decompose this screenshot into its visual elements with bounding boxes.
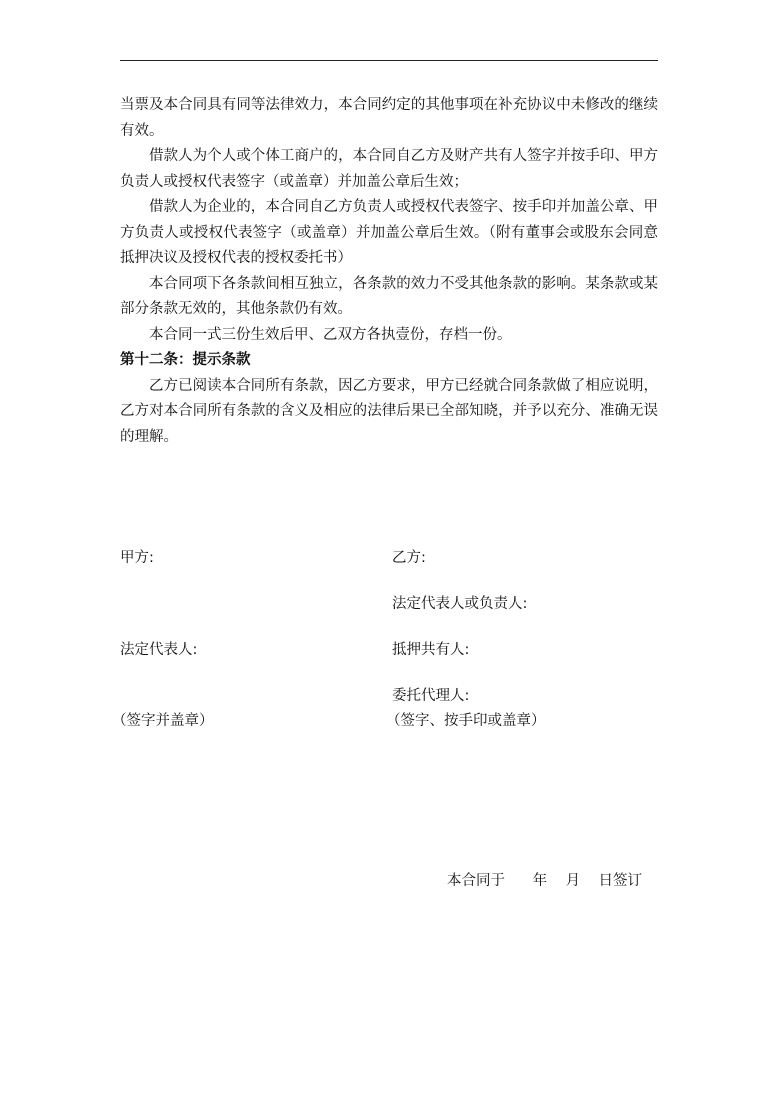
paragraph-individual-effect: 借款人为个人或个体工商户的，本合同自乙方及财产共有人签字并按手印、甲方负责人或授权代表签字（或盖章）并加盖公章后生效；	[120, 148, 658, 190]
agent-label: 委托代理人:	[392, 688, 470, 704]
header-rule	[120, 60, 658, 61]
paragraph-enterprise-effect: 借款人为企业的，本合同自乙方负责人或授权代表签字、按手印并加盖公章、甲方负责人或授权代表签字（或盖章）并加盖公章后生效。（附有董事会或股东会同意抵押决议及授权代表的授权委托书）	[120, 199, 658, 266]
party-b-representative-label: 法定代表人或负责人:	[392, 596, 528, 612]
paragraph-copies: 本合同一式三份生效后甲、乙双方各执壹份，存档一份。	[149, 326, 512, 343]
contract-body	[120, 93, 658, 450]
article-12-heading: 第十二条：提示条款	[120, 352, 251, 368]
party-a-sign-note: （签字并盖章）	[112, 713, 214, 729]
article-12-text: 乙方已阅读本合同所有条款，因乙方要求，甲方已经就合同条款做了相应说明，乙方对本合同所有条款的含义及相应的法律后果已全部知晓，并予以充分、准确无误的理解。	[120, 377, 658, 445]
paragraph-continuation: 当票及本合同具有同等法律效力，本合同约定的其他事项在补充协议中未修改的继续有效。	[120, 97, 658, 139]
co-owner-label: 抵押共有人:	[392, 642, 470, 658]
party-a-label: 甲方:	[120, 550, 154, 566]
party-a-representative-label: 法定代表人:	[120, 642, 198, 658]
signing-date-line: 本合同于 年 月 日签订	[447, 873, 643, 889]
paragraph-severability: 本合同项下各条款间相互独立，各条款的效力不受其他条款的影响。某条款或某部分条款无效的，其他条款仍有效。	[120, 275, 658, 317]
party-b-label: 乙方:	[392, 550, 426, 566]
party-b-sign-note: （签字、按手印或盖章）	[386, 713, 546, 729]
